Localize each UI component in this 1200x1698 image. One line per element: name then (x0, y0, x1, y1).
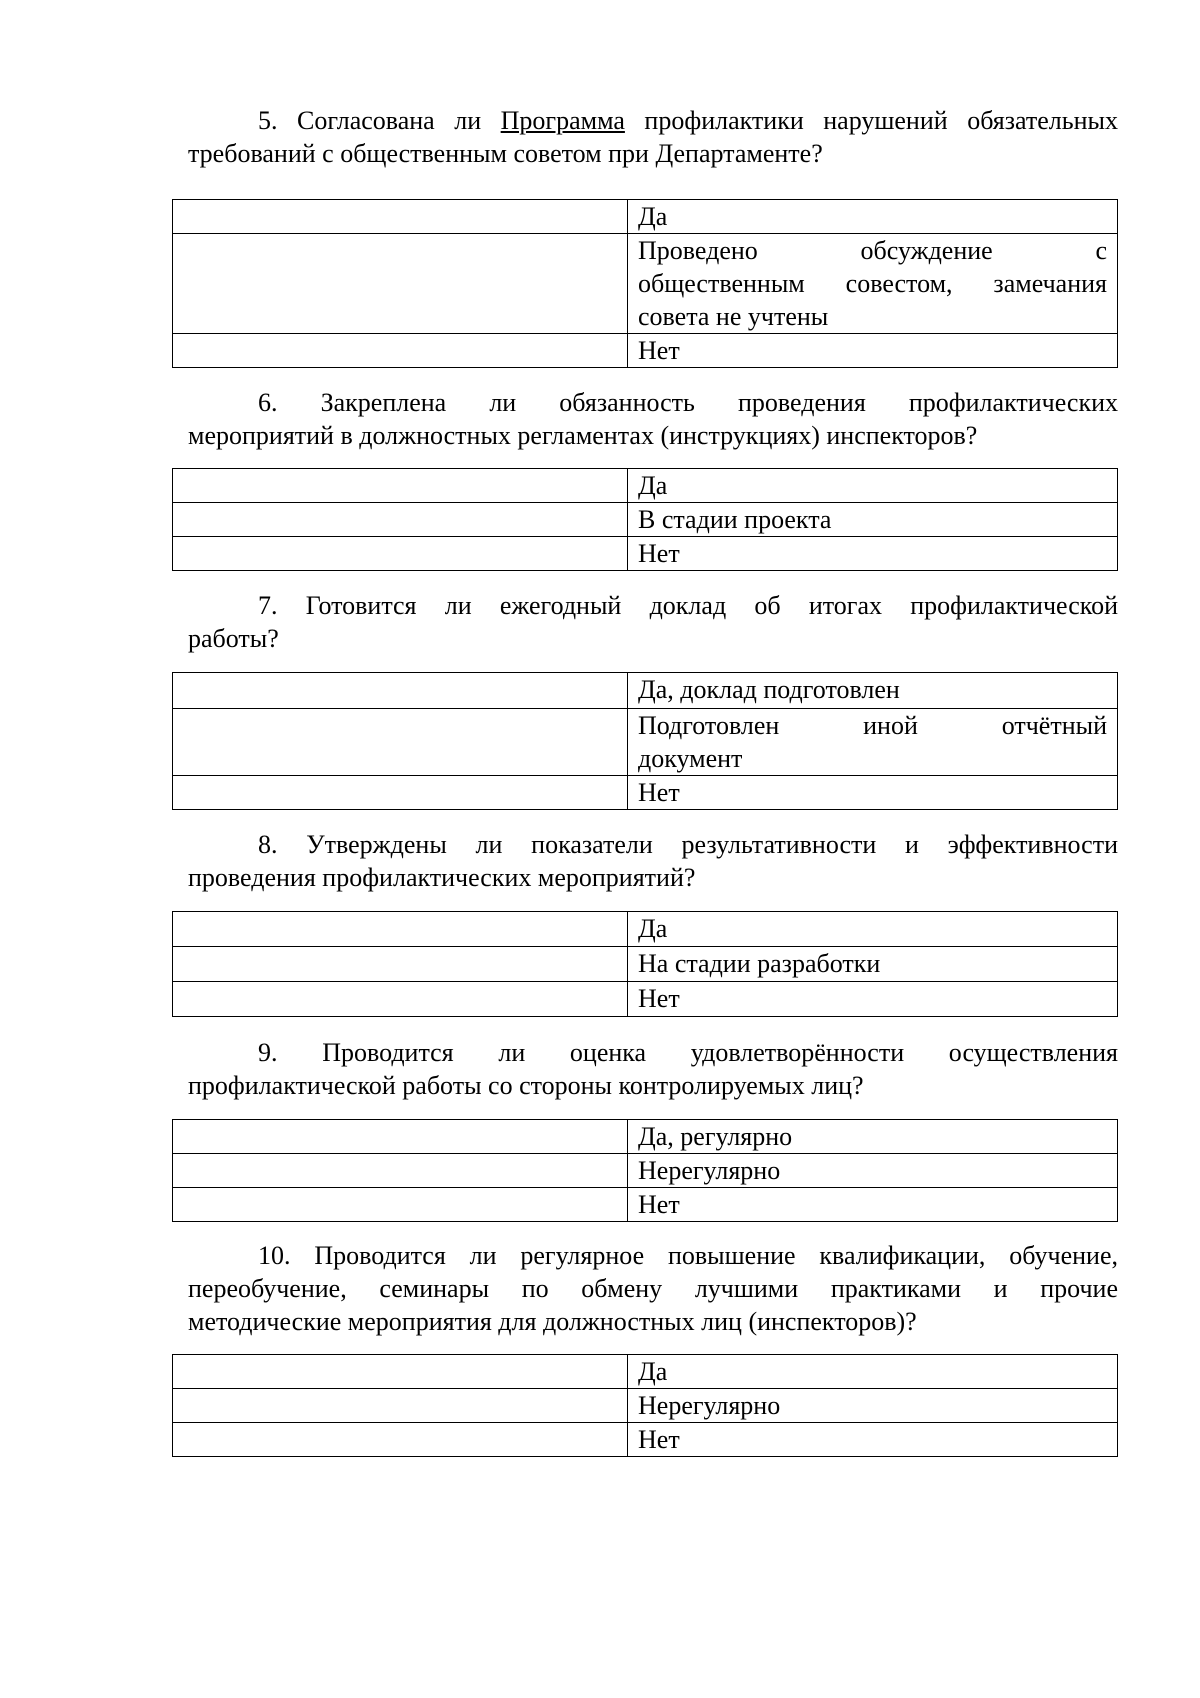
option-label: Да (628, 200, 1118, 234)
table-row (173, 776, 1118, 810)
checkbox-cell[interactable] (173, 912, 628, 947)
option-label: Нет (628, 776, 1118, 810)
checkbox-cell[interactable] (173, 234, 628, 334)
checkbox-cell[interactable] (173, 709, 628, 776)
option-label: Нерегулярно (628, 1389, 1118, 1423)
checkbox-cell[interactable] (173, 1355, 628, 1389)
question-5 (188, 104, 1118, 170)
checkbox-cell[interactable] (173, 1120, 628, 1154)
checkbox-cell[interactable] (173, 673, 628, 709)
question-5-line-2: требований с общественным советом при Департаменте? (188, 139, 823, 168)
answer-table-8 (172, 911, 1118, 1017)
checkbox-cell[interactable] (173, 1423, 628, 1457)
checkbox-cell[interactable] (173, 503, 628, 537)
table-row (173, 982, 1118, 1017)
checkbox-cell[interactable] (173, 776, 628, 810)
table-row (173, 673, 1118, 709)
option-label: Подготовлен иной отчётный документ (628, 709, 1118, 776)
question-10: 10. Проводится ли регулярное повышение квалификации, обучение, переобучение, семинары по обмену лучшими практиками и прочие методические мероприятия для должностных лиц (инспекторов)? (188, 1241, 1118, 1336)
option-label: Нет (628, 982, 1118, 1017)
table-row (173, 1355, 1118, 1389)
table-row (173, 912, 1118, 947)
checkbox-cell[interactable] (173, 982, 628, 1017)
option-label: Да, доклад подготовлен (628, 673, 1118, 709)
table-row (173, 1188, 1118, 1222)
table-row (173, 947, 1118, 982)
table-row (173, 200, 1118, 234)
answer-table-7 (172, 672, 1118, 810)
option-label: Да, регулярно (628, 1120, 1118, 1154)
program-link[interactable]: Программа (500, 106, 625, 135)
table-row (173, 503, 1118, 537)
table-row (173, 709, 1118, 776)
checkbox-cell[interactable] (173, 947, 628, 982)
option-label: Проведено обсуждение с общественным совестом, замечания совета не учтены (628, 234, 1118, 334)
question-7: 7. Готовится ли ежегодный доклад об итогах профилактической работы? (188, 591, 1118, 653)
checkbox-cell[interactable] (173, 1188, 628, 1222)
option-label: Да (628, 469, 1118, 503)
option-label: Нет (628, 334, 1118, 368)
table-row (173, 1423, 1118, 1457)
table-row (173, 1120, 1118, 1154)
answer-table-9 (172, 1119, 1118, 1222)
question-9: 9. Проводится ли оценка удовлетворённости осуществления профилактической работы со стороны контролируемых лиц? (188, 1038, 1118, 1100)
checkbox-cell[interactable] (173, 334, 628, 368)
question-5-line-1: 5. Согласована ли Программа профилактики нарушений обязательных (258, 106, 1119, 135)
option-label: Нет (628, 1188, 1118, 1222)
table-row (173, 469, 1118, 503)
table-row (173, 537, 1118, 571)
table-row (173, 1154, 1118, 1188)
checkbox-cell[interactable] (173, 1154, 628, 1188)
question-8: 8. Утверждены ли показатели результативности и эффективности проведения профилактических мероприятий? (188, 830, 1118, 892)
question-6: 6. Закреплена ли обязанность проведения профилактических мероприятий в должностных регламентах (инструкциях) инспекторов? (188, 388, 1118, 450)
table-row (173, 234, 1118, 334)
checkbox-cell[interactable] (173, 200, 628, 234)
table-row (173, 1389, 1118, 1423)
checkbox-cell[interactable] (173, 537, 628, 571)
answer-table-6 (172, 468, 1118, 571)
option-label: Да (628, 1355, 1118, 1389)
option-label: Нет (628, 1423, 1118, 1457)
answer-table-10 (172, 1354, 1118, 1457)
answer-table-5 (172, 199, 1118, 368)
option-label: На стадии разработки (628, 947, 1118, 982)
checkbox-cell[interactable] (173, 469, 628, 503)
option-label: Нет (628, 537, 1118, 571)
option-label: Нерегулярно (628, 1154, 1118, 1188)
table-row (173, 334, 1118, 368)
checkbox-cell[interactable] (173, 1389, 628, 1423)
option-label: В стадии проекта (628, 503, 1118, 537)
option-label: Да (628, 912, 1118, 947)
